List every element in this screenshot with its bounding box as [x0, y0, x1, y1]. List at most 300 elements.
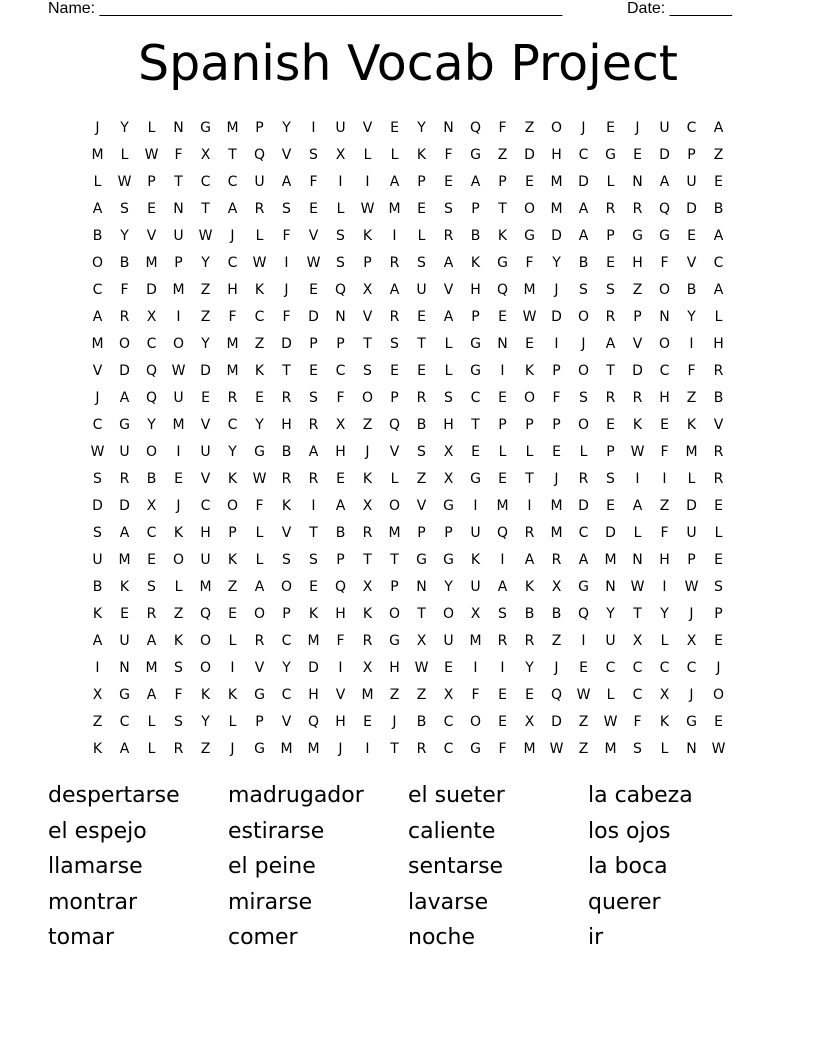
- grid-letter: K: [470, 254, 481, 271]
- grid-letter: N: [443, 119, 454, 136]
- grid-letter: D: [659, 146, 670, 163]
- grid-letter: C: [578, 524, 589, 541]
- grid-letter: V: [335, 686, 346, 703]
- grid-letter: R: [578, 470, 589, 487]
- grid-letter: D: [551, 308, 562, 325]
- grid-letter: E: [309, 362, 318, 379]
- grid-letter: E: [309, 281, 318, 298]
- grid-letter: M: [145, 254, 158, 271]
- grid-letter: T: [174, 173, 183, 190]
- grid-letter: R: [713, 470, 724, 487]
- grid-letter: I: [338, 173, 343, 190]
- grid-letter: B: [281, 443, 292, 460]
- grid-letter: K: [254, 362, 265, 379]
- grid-letter: E: [714, 551, 723, 568]
- grid-letter: L: [93, 173, 102, 190]
- grid-letter: L: [147, 740, 156, 757]
- grid-letter: D: [605, 524, 616, 541]
- grid-letter: O: [577, 416, 590, 433]
- grid-letter: G: [119, 686, 130, 703]
- grid-letter: U: [335, 119, 346, 136]
- grid-letter: U: [470, 578, 481, 595]
- grid-letter: L: [174, 578, 183, 595]
- grid-letter: M: [91, 146, 104, 163]
- grid-letter: N: [416, 578, 427, 595]
- grid-letter: A: [146, 686, 157, 703]
- grid-letter: R: [389, 308, 400, 325]
- grid-letter: N: [632, 551, 643, 568]
- grid-letter: I: [311, 497, 316, 514]
- grid-letter: P: [174, 254, 183, 271]
- grid-letter: E: [498, 389, 507, 406]
- grid-letter: Q: [577, 605, 590, 622]
- grid-letter: P: [444, 524, 453, 541]
- grid-letter: M: [280, 740, 293, 757]
- grid-letter: G: [254, 443, 265, 460]
- grid-letter: D: [578, 173, 589, 190]
- grid-letter: X: [443, 443, 454, 460]
- grid-letter: O: [388, 605, 401, 622]
- grid-letter: E: [498, 713, 507, 730]
- grid-letter: E: [201, 389, 210, 406]
- grid-letter: X: [92, 686, 103, 703]
- grid-letter: G: [416, 551, 427, 568]
- grid-letter: M: [172, 416, 185, 433]
- grid-letter: Q: [496, 524, 509, 541]
- grid-letter: A: [389, 281, 400, 298]
- grid-letter: H: [659, 389, 670, 406]
- grid-letter: J: [635, 119, 640, 136]
- grid-letter: G: [659, 227, 670, 244]
- grid-letter: N: [632, 173, 643, 190]
- grid-letter: I: [473, 659, 478, 676]
- grid-letter: L: [498, 443, 507, 460]
- grid-letter: D: [551, 227, 562, 244]
- grid-letter: S: [579, 389, 588, 406]
- grid-letter: M: [523, 740, 536, 757]
- grid-letter: M: [604, 551, 617, 568]
- grid-letter: B: [416, 416, 427, 433]
- grid-letter: K: [227, 551, 238, 568]
- grid-letter: I: [527, 497, 532, 514]
- grid-letter: O: [361, 389, 374, 406]
- grid-letter: E: [498, 470, 507, 487]
- grid-letter: W: [90, 443, 105, 460]
- grid-letter: T: [363, 551, 372, 568]
- grid-letter: M: [604, 740, 617, 757]
- grid-letter: F: [498, 740, 507, 757]
- grid-letter: T: [498, 200, 507, 217]
- grid-letter: I: [392, 227, 397, 244]
- grid-letter: C: [470, 389, 481, 406]
- grid-letter: P: [471, 308, 480, 325]
- grid-letter: U: [119, 443, 130, 460]
- grid-letter: A: [713, 119, 724, 136]
- grid-letter: A: [713, 281, 724, 298]
- grid-letter: L: [444, 335, 453, 352]
- grid-letter: F: [660, 254, 669, 271]
- grid-letter: Q: [658, 200, 671, 217]
- grid-letter: S: [714, 578, 723, 595]
- grid-letter: Z: [416, 686, 427, 703]
- grid-letter: Y: [525, 659, 534, 676]
- grid-letter: S: [282, 551, 291, 568]
- grid-letter: V: [281, 524, 292, 541]
- grid-letter: L: [255, 551, 264, 568]
- word-bank-item: madrugador: [228, 783, 364, 808]
- grid-letter: L: [417, 227, 426, 244]
- grid-letter: B: [92, 578, 103, 595]
- grid-letter: O: [442, 605, 455, 622]
- grid-letter: K: [497, 227, 508, 244]
- grid-letter: F: [498, 119, 507, 136]
- grid-letter: J: [554, 281, 559, 298]
- grid-letter: G: [470, 335, 481, 352]
- grid-letter: O: [199, 632, 212, 649]
- word-bank-item: ir: [588, 925, 604, 950]
- grid-letter: P: [606, 443, 615, 460]
- grid-letter: I: [338, 659, 343, 676]
- grid-letter: P: [282, 605, 291, 622]
- grid-letter: Z: [389, 686, 400, 703]
- grid-letter: J: [338, 740, 343, 757]
- grid-letter: V: [146, 227, 157, 244]
- grid-letter: W: [360, 200, 375, 217]
- grid-letter: W: [630, 578, 645, 595]
- grid-letter: U: [443, 632, 454, 649]
- grid-letter: A: [578, 551, 589, 568]
- grid-letter: Q: [199, 605, 212, 622]
- grid-letter: Z: [416, 470, 427, 487]
- grid-letter: E: [498, 686, 507, 703]
- grid-letter: E: [552, 443, 561, 460]
- grid-letter: S: [444, 389, 453, 406]
- grid-letter: X: [362, 281, 373, 298]
- grid-letter: F: [525, 254, 534, 271]
- word-bank-item: la cabeza: [588, 783, 693, 808]
- grid-letter: A: [92, 632, 103, 649]
- grid-letter: S: [309, 146, 318, 163]
- grid-letter: C: [92, 416, 103, 433]
- grid-letter: H: [335, 713, 346, 730]
- grid-letter: P: [255, 713, 264, 730]
- grid-letter: R: [524, 524, 535, 541]
- grid-letter: N: [335, 308, 346, 325]
- grid-letter: J: [176, 497, 181, 514]
- grid-letter: R: [146, 605, 157, 622]
- grid-letter: M: [388, 200, 401, 217]
- grid-letter: P: [687, 551, 696, 568]
- grid-letter: C: [227, 416, 238, 433]
- grid-letter: A: [92, 308, 103, 325]
- grid-letter: G: [470, 146, 481, 163]
- grid-letter: R: [605, 308, 616, 325]
- grid-letter: I: [500, 551, 505, 568]
- grid-letter: M: [496, 497, 509, 514]
- grid-letter: M: [226, 335, 239, 352]
- grid-letter: C: [119, 713, 130, 730]
- grid-letter: J: [689, 605, 694, 622]
- grid-letter: C: [686, 659, 697, 676]
- grid-letter: O: [199, 659, 212, 676]
- grid-letter: P: [687, 146, 696, 163]
- name-line[interactable]: Name: ____________________________________________________: [48, 0, 563, 17]
- grid-letter: S: [390, 335, 399, 352]
- grid-letter: S: [336, 254, 345, 271]
- grid-letter: P: [336, 551, 345, 568]
- grid-letter: J: [284, 281, 289, 298]
- grid-letter: F: [336, 389, 345, 406]
- grid-letter: M: [388, 524, 401, 541]
- grid-letter: P: [633, 308, 642, 325]
- grid-letter: M: [226, 119, 239, 136]
- grid-letter: A: [659, 173, 670, 190]
- grid-letter: W: [252, 470, 267, 487]
- grid-letter: I: [365, 173, 370, 190]
- grid-letter: I: [581, 632, 586, 649]
- grid-letter: Q: [388, 416, 401, 433]
- grid-letter: C: [227, 173, 238, 190]
- grid-letter: F: [660, 443, 669, 460]
- grid-letter: H: [227, 281, 238, 298]
- grid-letter: F: [228, 308, 237, 325]
- grid-letter: U: [686, 173, 697, 190]
- grid-letter: E: [498, 308, 507, 325]
- grid-letter: X: [443, 686, 454, 703]
- grid-letter: S: [120, 200, 129, 217]
- grid-letter: X: [632, 632, 643, 649]
- grid-letter: R: [524, 632, 535, 649]
- grid-letter: A: [389, 173, 400, 190]
- grid-letter: M: [523, 281, 536, 298]
- grid-letter: K: [362, 470, 373, 487]
- grid-letter: E: [633, 146, 642, 163]
- grid-letter: O: [577, 308, 590, 325]
- word-bank-item: tomar: [48, 925, 115, 950]
- grid-letter: T: [282, 362, 291, 379]
- grid-letter: I: [176, 308, 181, 325]
- grid-letter: E: [714, 632, 723, 649]
- grid-letter: Y: [201, 713, 210, 730]
- grid-letter: V: [281, 713, 292, 730]
- grid-letter: P: [228, 524, 237, 541]
- grid-letter: X: [362, 578, 373, 595]
- grid-letter: N: [686, 740, 697, 757]
- grid-letter: Z: [497, 146, 508, 163]
- grid-letter: E: [525, 173, 534, 190]
- grid-letter: I: [500, 659, 505, 676]
- grid-letter: L: [390, 146, 399, 163]
- grid-letter: W: [252, 254, 267, 271]
- grid-letter: L: [660, 632, 669, 649]
- grid-letter: U: [605, 632, 616, 649]
- word-bank-item: la boca: [588, 854, 668, 879]
- grid-letter: L: [606, 686, 615, 703]
- grid-letter: A: [227, 200, 238, 217]
- grid-letter: V: [362, 119, 373, 136]
- grid-letter: A: [119, 524, 130, 541]
- grid-letter: M: [91, 335, 104, 352]
- grid-letter: M: [307, 740, 320, 757]
- grid-letter: I: [284, 254, 289, 271]
- grid-letter: D: [686, 200, 697, 217]
- grid-letter: D: [686, 497, 697, 514]
- grid-letter: Y: [228, 443, 237, 460]
- grid-letter: Z: [551, 632, 562, 649]
- grid-letter: D: [632, 362, 643, 379]
- grid-letter: Z: [578, 740, 589, 757]
- grid-letter: E: [660, 416, 669, 433]
- word-bank-item: el sueter: [408, 783, 505, 808]
- grid-letter: Z: [659, 497, 670, 514]
- grid-letter: R: [713, 443, 724, 460]
- word-bank-item: noche: [408, 925, 475, 950]
- grid-letter: R: [281, 470, 292, 487]
- word-search-grid: [84, 114, 732, 762]
- grid-letter: L: [363, 146, 372, 163]
- grid-letter: A: [119, 740, 130, 757]
- grid-letter: X: [362, 497, 373, 514]
- grid-letter: W: [198, 227, 213, 244]
- grid-letter: W: [576, 686, 591, 703]
- grid-letter: U: [416, 281, 427, 298]
- grid-letter: K: [524, 578, 535, 595]
- grid-letter: W: [171, 362, 186, 379]
- grid-letter: A: [254, 578, 265, 595]
- grid-letter: A: [308, 443, 319, 460]
- grid-letter: J: [392, 713, 397, 730]
- grid-letter: C: [92, 281, 103, 298]
- grid-letter: S: [444, 200, 453, 217]
- grid-letter: V: [281, 146, 292, 163]
- grid-letter: E: [471, 443, 480, 460]
- grid-letter: K: [254, 281, 265, 298]
- grid-letter: E: [525, 335, 534, 352]
- grid-letter: J: [716, 659, 721, 676]
- grid-letter: T: [390, 551, 399, 568]
- grid-letter: H: [335, 605, 346, 622]
- grid-letter: Q: [334, 578, 347, 595]
- grid-letter: G: [470, 740, 481, 757]
- grid-letter: W: [711, 740, 726, 757]
- grid-letter: T: [606, 362, 615, 379]
- grid-letter: S: [174, 713, 183, 730]
- grid-letter: R: [362, 632, 373, 649]
- grid-letter: R: [119, 308, 130, 325]
- grid-letter: C: [254, 308, 265, 325]
- word-bank-item: el espejo: [48, 818, 147, 844]
- grid-letter: L: [228, 632, 237, 649]
- grid-letter: W: [603, 713, 618, 730]
- grid-letter: O: [550, 119, 563, 136]
- grid-letter: S: [417, 254, 426, 271]
- grid-letter: G: [578, 578, 589, 595]
- grid-letter: H: [659, 551, 670, 568]
- grid-letter: A: [578, 200, 589, 217]
- grid-letter: E: [606, 254, 615, 271]
- grid-letter: S: [363, 362, 372, 379]
- grid-letter: Z: [227, 578, 238, 595]
- grid-letter: E: [417, 200, 426, 217]
- grid-letter: F: [282, 227, 291, 244]
- grid-letter: A: [443, 254, 454, 271]
- grid-letter: V: [200, 416, 211, 433]
- worksheet-header: [48, 0, 748, 20]
- grid-letter: O: [118, 335, 131, 352]
- grid-letter: V: [362, 308, 373, 325]
- date-line[interactable]: Date: _______: [627, 0, 732, 17]
- grid-letter: U: [254, 173, 265, 190]
- grid-letter: U: [659, 119, 670, 136]
- grid-letter: M: [199, 578, 212, 595]
- word-bank-item: llamarse: [48, 854, 143, 879]
- grid-letter: F: [687, 362, 696, 379]
- grid-letter: E: [606, 119, 615, 136]
- grid-letter: Y: [417, 119, 426, 136]
- grid-letter: G: [200, 119, 211, 136]
- grid-letter: A: [92, 200, 103, 217]
- grid-letter: X: [146, 497, 157, 514]
- grid-letter: X: [524, 713, 535, 730]
- grid-letter: A: [281, 173, 292, 190]
- grid-letter: L: [714, 308, 723, 325]
- grid-letter: Y: [444, 578, 453, 595]
- grid-letter: R: [443, 227, 454, 244]
- grid-letter: S: [282, 200, 291, 217]
- grid-letter: T: [201, 200, 210, 217]
- grid-letter: O: [145, 443, 158, 460]
- grid-letter: Y: [147, 416, 156, 433]
- grid-letter: U: [119, 632, 130, 649]
- grid-letter: F: [552, 389, 561, 406]
- grid-letter: K: [173, 524, 184, 541]
- grid-letter: G: [443, 551, 454, 568]
- grid-letter: V: [389, 443, 400, 460]
- grid-letter: D: [200, 362, 211, 379]
- grid-letter: U: [173, 227, 184, 244]
- grid-letter: G: [470, 362, 481, 379]
- grid-letter: Y: [552, 254, 561, 271]
- grid-letter: N: [659, 308, 670, 325]
- grid-letter: C: [443, 740, 454, 757]
- grid-letter: P: [552, 362, 561, 379]
- grid-letter: F: [120, 281, 129, 298]
- grid-letter: F: [471, 686, 480, 703]
- grid-letter: I: [500, 362, 505, 379]
- grid-letter: K: [92, 740, 103, 757]
- grid-letter: S: [309, 551, 318, 568]
- grid-letter: T: [471, 416, 480, 433]
- grid-letter: Z: [632, 281, 643, 298]
- grid-letter: X: [443, 470, 454, 487]
- grid-letter: E: [147, 551, 156, 568]
- grid-letter: B: [146, 470, 157, 487]
- grid-letter: G: [686, 713, 697, 730]
- word-bank-item: mirarse: [228, 889, 313, 915]
- grid-letter: G: [524, 227, 535, 244]
- grid-letter: X: [146, 308, 157, 325]
- grid-letter: X: [659, 686, 670, 703]
- grid-letter: O: [469, 713, 482, 730]
- grid-letter: F: [336, 632, 345, 649]
- grid-letter: K: [200, 686, 211, 703]
- grid-letter: S: [93, 524, 102, 541]
- grid-letter: F: [660, 524, 669, 541]
- grid-letter: T: [417, 335, 426, 352]
- grid-letter: G: [632, 227, 643, 244]
- grid-letter: N: [119, 659, 130, 676]
- grid-letter: K: [416, 146, 427, 163]
